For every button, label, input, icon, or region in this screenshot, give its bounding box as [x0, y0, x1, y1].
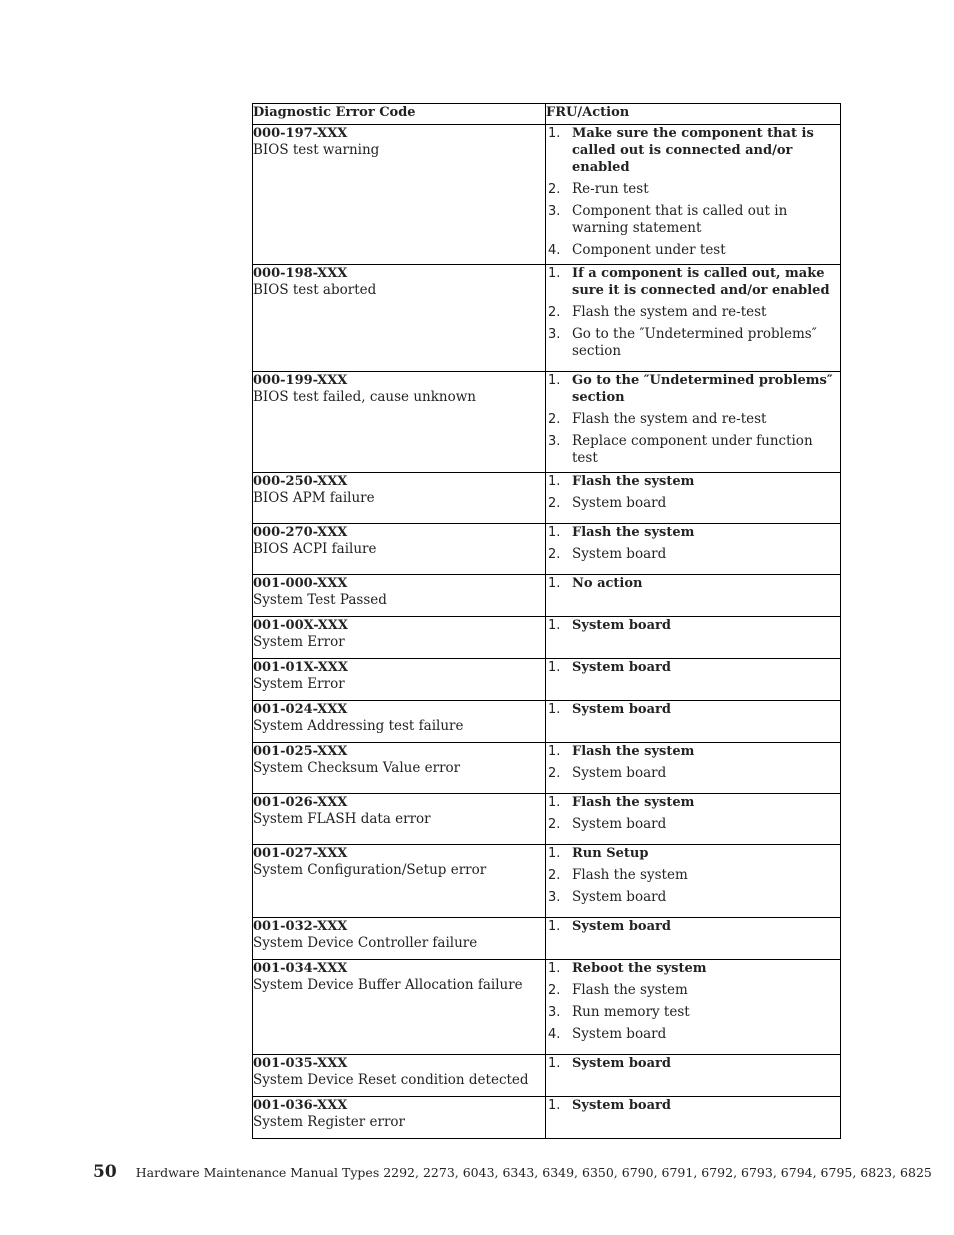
action-text: Flash the system: [572, 795, 695, 810]
action-text: System board: [572, 618, 671, 633]
error-code: 001-00X-XXX: [253, 618, 348, 633]
action-item: [546, 1004, 840, 1021]
error-description: System Configuration/Setup error: [253, 862, 487, 878]
header-fru-action: FRU/Action: [546, 104, 841, 125]
action-number: 2.: [548, 547, 561, 562]
fru-action-cell: [546, 845, 841, 918]
error-code-cell: [253, 845, 546, 918]
action-number: 1.: [548, 846, 561, 861]
action-text: System board: [572, 889, 667, 905]
error-description: System Device Controller failure: [253, 935, 478, 951]
action-number: 4.: [548, 1027, 561, 1042]
fru-action-cell: [546, 265, 841, 372]
action-text: Flash the system: [572, 474, 695, 489]
fru-action-cell: [546, 1055, 841, 1097]
fru-action-cell: [546, 659, 841, 701]
action-list: [546, 473, 840, 512]
error-description: BIOS APM failure: [253, 490, 375, 506]
action-item: [546, 867, 840, 884]
error-description: System Error: [253, 634, 345, 650]
action-item: [546, 181, 840, 198]
action-number: 2.: [548, 868, 561, 883]
table-row: [253, 794, 841, 845]
action-number: 3.: [548, 327, 561, 342]
action-number: 3.: [548, 890, 561, 905]
error-code-cell: [253, 524, 546, 575]
action-text: Flash the system: [572, 525, 695, 540]
action-text: Flash the system: [572, 744, 695, 759]
action-text: Go to the ″Undetermined problems″ section: [572, 373, 833, 405]
action-text: Run Setup: [572, 846, 649, 861]
action-list: [546, 125, 840, 259]
fru-action-cell: [546, 575, 841, 617]
action-item: [546, 1026, 840, 1043]
action-text: Make sure the component that is called out is connected and/or enabled: [572, 126, 814, 175]
fru-action-cell: [546, 794, 841, 845]
action-text: System board: [572, 702, 671, 717]
table-row: [253, 575, 841, 617]
error-description: BIOS test failed, cause unknown: [253, 389, 476, 405]
action-text: Reboot the system: [572, 961, 707, 976]
action-text: System board: [572, 816, 667, 832]
table-row: [253, 125, 841, 265]
action-number: 1.: [548, 660, 561, 675]
action-number: 2.: [548, 305, 561, 320]
error-code: 000-199-XXX: [253, 373, 348, 388]
table-row: [253, 960, 841, 1055]
action-number: 1.: [548, 576, 561, 591]
action-number: 1.: [548, 961, 561, 976]
action-number: 1.: [548, 702, 561, 717]
error-description: System Test Passed: [253, 592, 387, 608]
fru-action-cell: [546, 524, 841, 575]
action-number: 3.: [548, 204, 561, 219]
action-list: [546, 845, 840, 906]
action-text: If a component is called out, make sure it is connected and/or enabled: [572, 266, 830, 298]
fru-action-cell: [546, 918, 841, 960]
error-code: 001-024-XXX: [253, 702, 348, 717]
action-item: [546, 242, 840, 259]
action-item: [546, 326, 840, 360]
action-list: [546, 617, 840, 634]
action-number: 2.: [548, 182, 561, 197]
action-number: 1.: [548, 126, 561, 141]
action-number: 1.: [548, 1098, 561, 1113]
error-code: 001-034-XXX: [253, 961, 348, 976]
diagnostic-error-table: [252, 103, 841, 1139]
error-code: 001-026-XXX: [253, 795, 348, 810]
error-code-cell: [253, 575, 546, 617]
action-item: [546, 1055, 840, 1072]
action-text: System board: [572, 1026, 667, 1042]
action-text: System board: [572, 495, 667, 511]
error-description: System Error: [253, 676, 345, 692]
table-row: [253, 372, 841, 473]
error-code: 000-197-XXX: [253, 126, 348, 141]
action-text: Go to the ″Undetermined problems″ section: [572, 326, 817, 359]
error-code-cell: [253, 1097, 546, 1139]
error-code-cell: [253, 918, 546, 960]
action-text: Run memory test: [572, 1004, 690, 1020]
error-description: BIOS ACPI failure: [253, 541, 377, 557]
error-code: 000-198-XXX: [253, 266, 348, 281]
action-item: [546, 495, 840, 512]
error-code-cell: [253, 659, 546, 701]
action-item: [546, 433, 840, 467]
fru-action-cell: [546, 473, 841, 524]
action-item: [546, 765, 840, 782]
error-description: System Checksum Value error: [253, 760, 461, 776]
action-number: 1.: [548, 266, 561, 281]
error-description: System Device Buffer Allocation failure: [253, 977, 523, 993]
action-number: 3.: [548, 1005, 561, 1020]
action-item: [546, 265, 840, 299]
error-code-cell: [253, 265, 546, 372]
table-row: [253, 659, 841, 701]
action-item: [546, 794, 840, 811]
error-code-cell: [253, 473, 546, 524]
action-item: [546, 372, 840, 406]
page-number: 50: [93, 1162, 117, 1182]
error-code: 001-032-XXX: [253, 919, 348, 934]
action-number: 1.: [548, 795, 561, 810]
action-list: [546, 794, 840, 833]
action-item: [546, 845, 840, 862]
header-diagnostic-error-code: Diagnostic Error Code: [253, 104, 546, 125]
action-list: [546, 524, 840, 563]
error-code: 001-025-XXX: [253, 744, 348, 759]
action-item: [546, 524, 840, 541]
action-item: [546, 125, 840, 176]
table-row: [253, 918, 841, 960]
action-list: [546, 372, 840, 467]
error-description: System FLASH data error: [253, 811, 431, 827]
action-number: 1.: [548, 1056, 561, 1071]
action-item: [546, 889, 840, 906]
action-list: [546, 1055, 840, 1072]
fru-action-cell: [546, 1097, 841, 1139]
action-number: 2.: [548, 496, 561, 511]
action-number: 2.: [548, 817, 561, 832]
table-row: [253, 1055, 841, 1097]
error-description: System Device Reset condition detected: [253, 1072, 529, 1088]
action-number: 1.: [548, 373, 561, 388]
action-text: Re-run test: [572, 181, 649, 197]
action-number: 1.: [548, 618, 561, 633]
action-text: System board: [572, 546, 667, 562]
table-row: [253, 473, 841, 524]
action-text: Component that is called out in warning statement: [572, 203, 788, 236]
action-text: System board: [572, 765, 667, 781]
action-item: [546, 816, 840, 833]
action-item: [546, 982, 840, 999]
action-number: 4.: [548, 243, 561, 258]
fru-action-cell: [546, 372, 841, 473]
error-description: BIOS test warning: [253, 142, 380, 158]
action-item: [546, 203, 840, 237]
error-code-cell: [253, 617, 546, 659]
error-code-cell: [253, 743, 546, 794]
action-number: 1.: [548, 744, 561, 759]
error-code: 001-01X-XXX: [253, 660, 348, 675]
action-item: [546, 304, 840, 321]
table-row: [253, 617, 841, 659]
action-item: [546, 701, 840, 718]
fru-action-cell: [546, 960, 841, 1055]
error-code: 000-250-XXX: [253, 474, 348, 489]
action-list: [546, 701, 840, 718]
action-text: No action: [572, 576, 643, 591]
table-row: [253, 524, 841, 575]
error-code-cell: [253, 372, 546, 473]
fru-action-cell: [546, 743, 841, 794]
action-item: [546, 546, 840, 563]
fru-action-cell: [546, 125, 841, 265]
action-list: [546, 659, 840, 676]
action-number: 1.: [548, 919, 561, 934]
fru-action-cell: [546, 701, 841, 743]
action-item: [546, 1097, 840, 1114]
action-number: 3.: [548, 434, 561, 449]
action-text: Flash the system: [572, 867, 688, 883]
action-number: 2.: [548, 412, 561, 427]
table-row: [253, 1097, 841, 1139]
page-footer: [93, 1162, 932, 1182]
action-list: [546, 265, 840, 360]
error-description: BIOS test aborted: [253, 282, 377, 298]
action-item: [546, 617, 840, 634]
action-text: System board: [572, 919, 671, 934]
action-item: [546, 411, 840, 428]
action-text: Component under test: [572, 242, 726, 258]
action-list: [546, 575, 840, 592]
error-code: 001-027-XXX: [253, 846, 348, 861]
table-row: [253, 265, 841, 372]
action-number: 1.: [548, 474, 561, 489]
action-text: System board: [572, 660, 671, 675]
action-item: [546, 960, 840, 977]
footer-manual-title: Hardware Maintenance Manual Types 2292, 2273, 6043, 6343, 6349, 6350, 6790, 6791, 6792, 6793, 6794, 6795, 6823, 6825: [135, 1165, 932, 1180]
error-code: 001-036-XXX: [253, 1098, 348, 1113]
action-text: Replace component under function test: [572, 433, 813, 466]
action-item: [546, 473, 840, 490]
table-row: [253, 701, 841, 743]
table-body: [253, 125, 841, 1139]
error-code-cell: [253, 125, 546, 265]
action-item: [546, 743, 840, 760]
action-text: System board: [572, 1098, 671, 1113]
error-code: 001-035-XXX: [253, 1056, 348, 1071]
action-list: [546, 960, 840, 1043]
error-code-cell: [253, 794, 546, 845]
error-code-cell: [253, 1055, 546, 1097]
action-number: 2.: [548, 766, 561, 781]
table-header-row: [253, 104, 841, 125]
fru-action-cell: [546, 617, 841, 659]
table-row: [253, 845, 841, 918]
action-number: 1.: [548, 525, 561, 540]
action-list: [546, 1097, 840, 1114]
error-code: 001-000-XXX: [253, 576, 348, 591]
error-description: System Addressing test failure: [253, 718, 464, 734]
action-text: Flash the system and re-test: [572, 411, 767, 427]
action-list: [546, 918, 840, 935]
table-row: [253, 743, 841, 794]
action-list: [546, 743, 840, 782]
action-item: [546, 918, 840, 935]
action-number: 2.: [548, 983, 561, 998]
error-code-cell: [253, 960, 546, 1055]
action-text: Flash the system and re-test: [572, 304, 767, 320]
error-description: System Register error: [253, 1114, 405, 1130]
error-code: 000-270-XXX: [253, 525, 348, 540]
action-item: [546, 659, 840, 676]
error-code-cell: [253, 701, 546, 743]
action-text: System board: [572, 1056, 671, 1071]
action-text: Flash the system: [572, 982, 688, 998]
action-item: [546, 575, 840, 592]
